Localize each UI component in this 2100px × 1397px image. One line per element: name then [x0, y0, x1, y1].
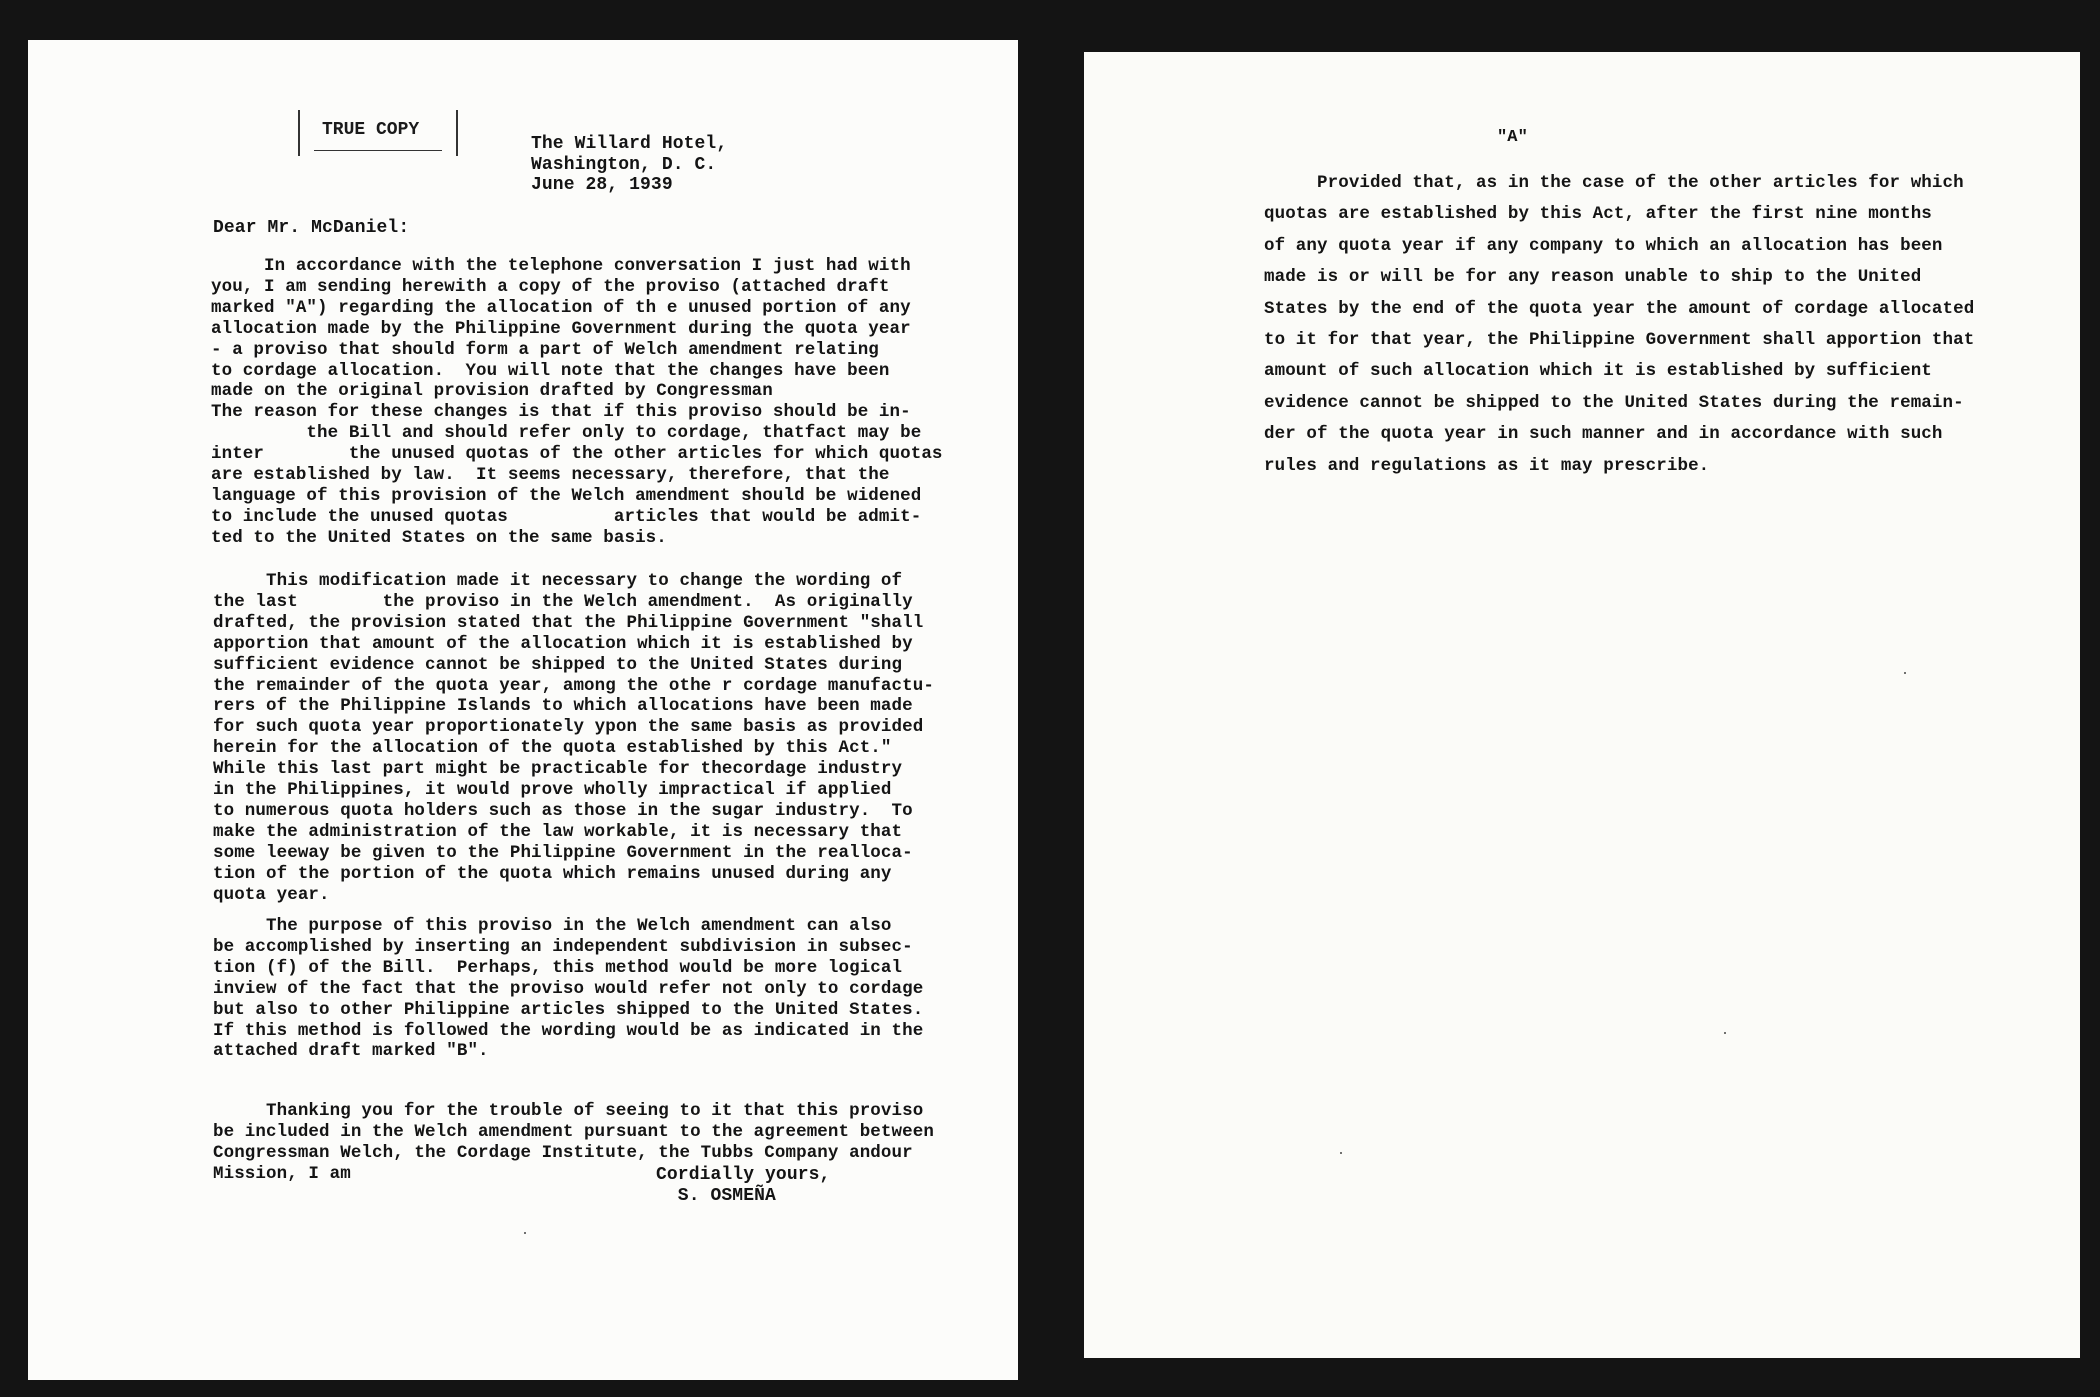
hotel-address-date: The Willard Hotel, Washington, D. C. June 28, 1939: [531, 134, 728, 195]
draft-a-heading: "A": [1497, 128, 1528, 147]
draft-a-proviso-text: Provided that, as in the case of the other articles for which quotas are established by this Act, after the first nine months of any quota year if any company to which an allocation has been made is or will be for any reason unable to ship to the United States by the end of the quota year the amount of cordage allocated to it for that year, the Philippine Government shall apportion that amount of such allocation which it is established by sufficient evidence cannot be shipped to the United States during the remain- der of the quota year in such manner and in accordance with such rules and regulations as it may prescribe.: [1264, 173, 1975, 476]
letter-paragraph-1: In accordance with the telephone conversation I just had with you, I am sending herewith a copy of the proviso (attached draft marked "A") regarding the allocation of th e unused portion of any allocation made by the Philippine Government during the quota year - a proviso that should form a part of Welch amendment relating to cordage allocation. You will note that the changes have been made on the original provision drafted by Congressman The reason for these changes is that if this proviso should be in- the Bill and should refer only to cordage, thatfact may be inter the unused quotas of the other articles for which quotas are established by law. It seems necessary, therefore, that the language of this provision of the Welch amendment should be widened to include the unused quotas articles that would be admit- ted to the United States on the same basis.: [211, 256, 943, 548]
paper-speck: [1724, 1032, 1726, 1034]
draft-a-page: [1084, 52, 2080, 1358]
paper-speck: [1904, 672, 1906, 674]
paper-speck: [524, 1232, 526, 1234]
salutation: Dear Mr. McDaniel:: [213, 218, 410, 238]
letter-paragraph-2: This modification made it necessary to change the wording of the last the proviso in the Welch amendment. As originally drafted, the provision stated that the Philippine Government "shall apportion that amount of the allocation which it is established by sufficient evidence cannot be shipped to the United States during the remainder of the quota year, among the othe r cordage manufactu- rers of the Philippine Islands to which allocations have been made for such quota year proportionately ypon the same basis as provided herein for the allocation of the quota established by this Act." While this last part might be practicable for thecordage industry in the Philippines, it would prove wholly impractical if applied to numerous quota holders such as those in the sugar industry. To make the administration of the law workable, it is necessary that some leeway be given to the Philippine Government in the realloca- tion of the portion of the quota which remains unused during any quota year.: [213, 571, 934, 905]
letter-page: [28, 40, 1018, 1380]
letter-paragraph-3: The purpose of this proviso in the Welch amendment can also be accomplished by inserting an independent subdivision in subsec- tion (f) of the Bill. Perhaps, this method would be more logical inview of the fact that the proviso would refer not only to cordage but also to other Philippine articles shipped to the United States. If this method is followed the wording would be as indicated in the attached draft marked "B".: [213, 916, 924, 1062]
letter-closing-signature: Cordially yours, S. OSMEÑA: [656, 1165, 831, 1206]
true-copy-stamp: [298, 110, 458, 156]
stamp-underline: [314, 150, 442, 151]
paper-speck: [1340, 1152, 1342, 1154]
true-copy-stamp-text: TRUE COPY: [322, 120, 420, 140]
letter-paragraph-4: Thanking you for the trouble of seeing to it that this proviso be included in the Welch amendment pursuant to the agreement between Congressman Welch, the Cordage Institute, the Tubbs Company andour Mission, I am: [213, 1101, 934, 1184]
